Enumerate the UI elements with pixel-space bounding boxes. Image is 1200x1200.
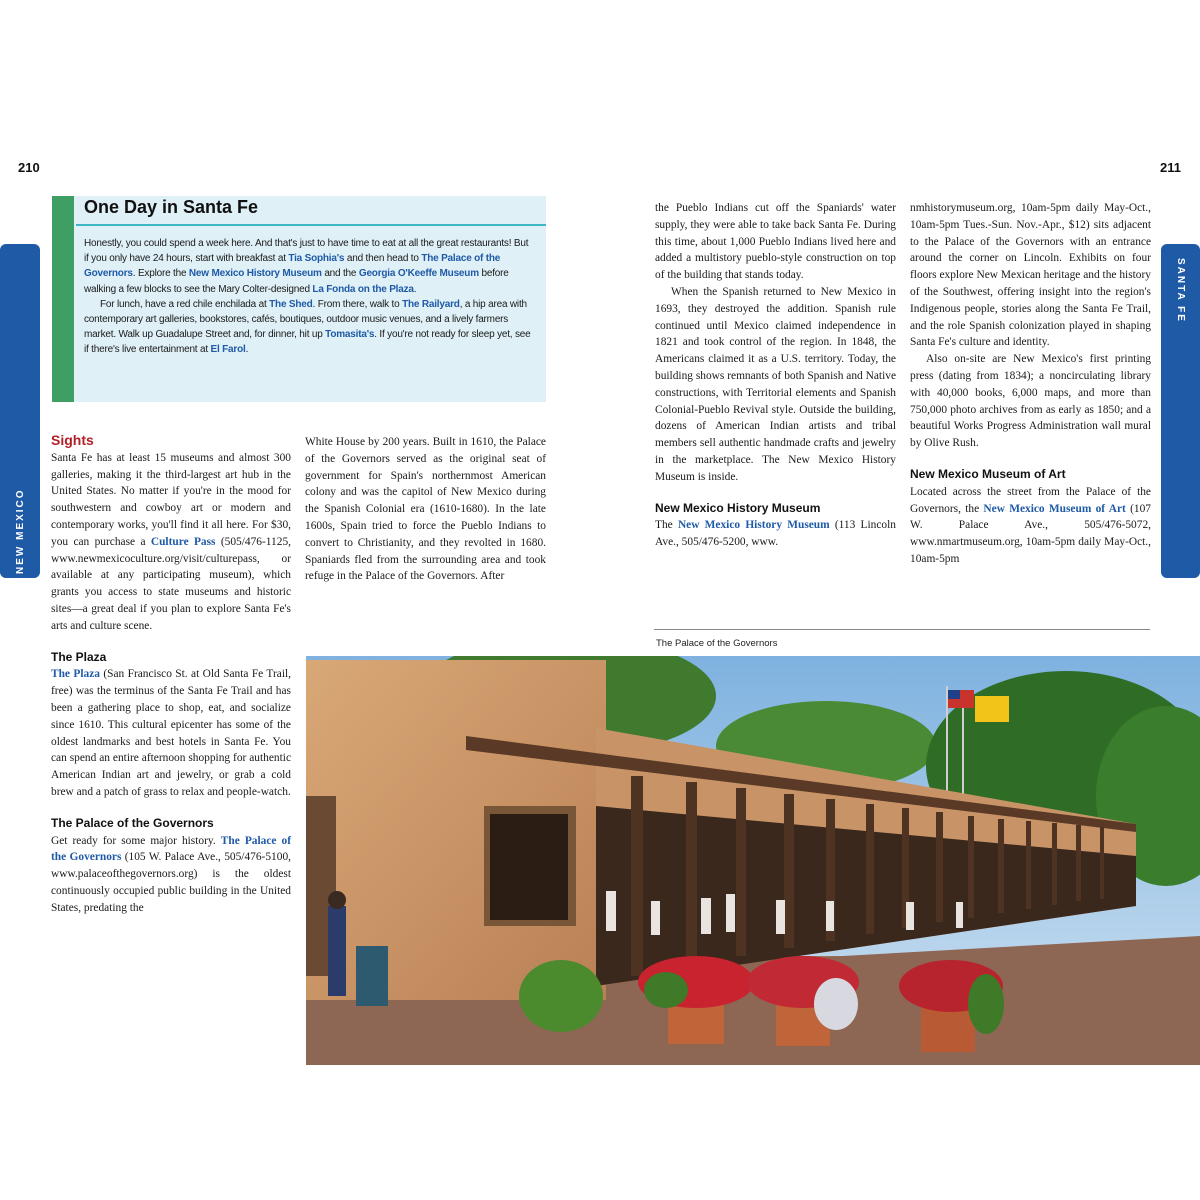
link-palace-of-the-governors[interactable]: The Palace of the Governors <box>84 253 501 280</box>
text-column-2 <box>305 434 546 585</box>
link-la-fonda-on-the-plaza[interactable]: La Fonda on the Plaza <box>312 283 414 295</box>
palace-photo <box>306 656 1200 1065</box>
heading-palace-of-the-governors: The Palace of the Governors <box>51 815 214 830</box>
section-tab-left-label: NEW MEXICO <box>15 488 26 574</box>
page-number-left: 210 <box>18 160 40 175</box>
sidebar-body <box>84 236 534 358</box>
link-georgia-okeeffe-museum[interactable]: Georgia O'Keeffe Museum <box>358 268 479 280</box>
paragraph: The New Mexico History Museum (113 Lincoln Ave., 505/476-5200, www. <box>655 519 896 549</box>
link-the-plaza[interactable]: The Plaza <box>51 668 100 681</box>
text-column-3 <box>655 200 896 551</box>
paragraph: Get ready for some major history. The Palace of the Governors (105 W. Palace Ave., 505/476-5100, www.palaceofthegovernors.org) is the oldest continuously occupied public building in the United States, predating the <box>51 834 291 914</box>
section-tab-right-label: SANTA FE <box>1175 258 1186 323</box>
paragraph: Also on-site are New Mexico's first printing press (dating from 1834); a noncirculating library with 40,000 books, 6,000 maps, and more than 750,000 photo archives from as early as 1850; and a beautiful Works Progress Administration wall mural by Olive Rush. <box>910 353 1151 450</box>
link-nm-museum-of-art[interactable]: New Mexico Museum of Art <box>983 502 1126 515</box>
section-tab-right <box>1161 244 1200 578</box>
link-palace-of-the-governors-body[interactable]: The Palace of the Governors <box>51 834 291 864</box>
link-the-railyard[interactable]: The Railyard <box>402 298 460 310</box>
sidebar-accent-bar <box>52 196 74 402</box>
text-column-4 <box>910 200 1151 568</box>
paragraph: nmhistorymuseum.org, 10am-5pm daily May-Oct., 10am-5pm Tues.-Sun. Nov.-Apr., $12) sits adjacent to the Palace of the Governors with an entrance around the corner on Lincoln. Exhibits on four floors explore New Mexican heritage and the history of the Southwest, offering insight into the region's Indigenous people, stories along the Santa Fe Trail, and the role Spanish colonization played in shaping Santa Fe's culture and identity. <box>910 202 1151 349</box>
heading-nm-history-museum: New Mexico History Museum <box>655 500 821 515</box>
paragraph: the Pueblo Indians cut off the Spaniards' water supply, they were able to take back Santa Fe. During this time, about 1,000 Pueblo Indians lived here and added a multistory pueblo-style construction on top of the building that stands today. <box>655 202 896 282</box>
heading-sights: Sights <box>51 432 94 448</box>
link-new-mexico-history-museum[interactable]: New Mexico History Museum <box>188 268 322 280</box>
photo-caption: The Palace of the Governors <box>656 638 778 649</box>
sidebar-paragraph: For lunch, have a red chile enchilada at The Shed. From there, walk to The Railyard, a hip area with contemporary art galleries, bookstores, cafés, boutiques, outdoor music venues, and a lively farmers market. Walk up Guadalupe Street and, for dinner, hit up Tomasita's. If you're not ready for sleep yet, see if there's live entertainment at El Farol. <box>84 298 531 356</box>
heading-nm-museum-of-art: New Mexico Museum of Art <box>910 466 1066 481</box>
link-nm-history-museum[interactable]: New Mexico History Museum <box>677 519 830 532</box>
text-column-1 <box>51 432 291 917</box>
sidebar-paragraph: Honestly, you could spend a week here. And that's just to have time to eat at all the great restaurants! But if you only have 24 hours, start with breakfast at Tia Sophia's and then head to The Palace of the Governors. Explore the New Mexico History Museum and the Georgia O'Keeffe Museum before walking a few blocks to see the Mary Colter-designed La Fonda on the Plaza. <box>84 238 529 295</box>
link-tomasitas[interactable]: Tomasita's <box>325 329 375 341</box>
paragraph: Located across the street from the Palace of the Governors, the New Mexico Museum of Art (107 W. Palace Ave., 505/476-5072, www.nmartmuseum.org, 10am-5pm daily May-Oct., 10am-5pm <box>910 485 1151 565</box>
paragraph: The Plaza (San Francisco St. at Old Santa Fe Trail, free) was the terminus of the Santa Fe Trail and has been a gathering place to shop, eat, and socialize since 1610. This cultural epicenter has some of the oldest landmarks and best hotels in Santa Fe. You can spend an entire afternoon shopping for authentic American Indian art and jewelry, or grab a cold brew and a patch of grass to relax and people-watch. <box>51 668 291 798</box>
link-the-shed[interactable]: The Shed <box>269 298 313 310</box>
sidebar-rule <box>76 224 546 226</box>
section-tab-left <box>0 244 40 578</box>
link-culture-pass[interactable]: Culture Pass <box>150 535 216 548</box>
paragraph: White House by 200 years. Built in 1610, the Palace of the Governors served as the original seat of government for Spain's northernmost American colony and was the capitol of New Mexico during the Spanish Colonial era (1610-1680). In the late 1600s, Spain tried to force the Pueblo Indians to convert to Christianity, and they revolted in 1680. Spaniards fled from the surrounding area and took refuge in the Palace of the Governors. After <box>305 436 546 583</box>
paragraph: When the Spanish returned to New Mexico in 1693, they destroyed the addition. Spanish rule continued until Mexico claimed independence in 1821 and took control of the region. In 1848, the Americans claimed it as a U.S. territory. Today, the building shows remnants of both Spanish and Native constructions, with Territorial elements and Spanish Colonial-Pueblo Revival style. Outside the building, dozens of American Indian artists and tribal members sell authentic handmade crafts and jewelry in the marketplace. The New Mexico History Museum is inside. <box>655 285 896 483</box>
page-number-right: 211 <box>1160 160 1181 175</box>
link-el-farol[interactable]: El Farol <box>210 344 246 356</box>
paragraph: Santa Fe has at least 15 museums and almost 300 galleries, making it the third-largest art hub in the United States. No matter if you're in the mood for southwestern and cowboy art or modern and contemporary works, you'll find it all here. For $30, you can purchase a Culture Pass (505/476-1125, www.newmexicoculture.org/visit/culturepass, or available at any participating museum), which grants you access to state museums and historic sites—a great deal if you plan to explore Santa Fe's arts and culture scene. <box>51 451 291 632</box>
link-tia-sophias[interactable]: Tia Sophia's <box>288 253 345 265</box>
heading-the-plaza: The Plaza <box>51 649 107 664</box>
caption-rule <box>654 629 1150 630</box>
sidebar-title: One Day in Santa Fe <box>84 197 259 217</box>
